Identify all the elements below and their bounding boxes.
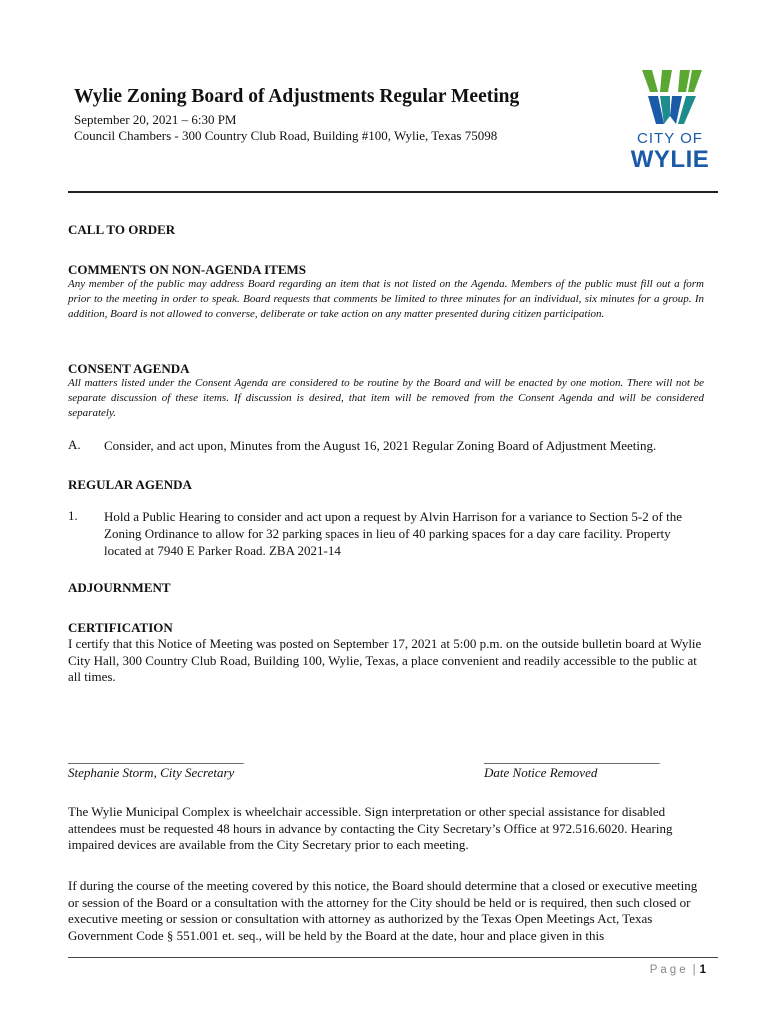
signature-label-date-removed: Date Notice Removed bbox=[484, 765, 598, 780]
consent-agenda-text: All matters listed under the Consent Agenda are considered to be routine by the Board and will be enacted by one motion. There will not be separate discussion of these items. If discussion is desired, that item will be removed from the Consent Agenda and will be considered separately. bbox=[68, 377, 704, 419]
certification-heading: CERTIFICATION bbox=[68, 620, 173, 635]
accessibility-notice: The Wylie Municipal Complex is wheelchair accessible. Sign interpretation or other special assistance for disabled attendees must be requested 48 hours in advance by contacting the City Secretary’s Office at 972.516.6020. Hearing impaired devices are available from the City Secretary prior to each meeting. bbox=[68, 804, 673, 852]
logo-line-city-of: CITY OF bbox=[637, 130, 703, 147]
signature-line-right: ___________________________ bbox=[484, 750, 660, 765]
city-of-wylie-logo bbox=[630, 68, 710, 172]
regular-agenda-heading: REGULAR AGENDA bbox=[68, 477, 192, 492]
wylie-w-icon bbox=[630, 68, 710, 130]
footer-divider bbox=[68, 957, 718, 958]
consent-agenda-heading: CONSENT AGENDA bbox=[68, 361, 190, 376]
comments-text: Any member of the public may address Board regarding an item that is not listed on the Agenda. Members of the public must fill out a form prior to the meeting in order to speak. Board requests that comments be limited to three minutes for an individual, six minutes for a group. In addition, Board is not allowed to converse, deliberate or take action on any matter presented during citizen participation. bbox=[68, 278, 704, 320]
consent-item-label: A. bbox=[68, 437, 81, 452]
adjournment-heading: ADJOURNMENT bbox=[68, 580, 171, 595]
consent-item-text: Consider, and act upon, Minutes from the August 16, 2021 Regular Zoning Board of Adjustment Meeting. bbox=[104, 438, 657, 453]
closed-session-notice: If during the course of the meeting covered by this notice, the Board should determine that a closed or executive meeting or session of the Board or a consultation with the attorney for the City should be held or is required, then such closed or executive meeting or session or consultation with attorney as authorized by the Texas Open Meetings Act, Texas Government Code § 551.001 et. seq., will be held by the Board at the date, hour and place given in this bbox=[68, 878, 698, 943]
logo-line-wylie: WYLIE bbox=[630, 146, 710, 173]
meeting-location: Council Chambers - 300 Country Club Road, Building #100, Wylie, Texas 75098 bbox=[74, 128, 498, 143]
regular-item-text: Hold a Public Hearing to consider and act upon a request by Alvin Harrison for a variance to Section 5-2 of the Zoning Ordinance to allow for 32 parking spaces in lieu of 40 parking spaces for a day care facility. Property located at 7940 E Parker Road. ZBA 2021-14 bbox=[104, 509, 682, 558]
certification-text: I certify that this Notice of Meeting was posted on September 17, 2021 at 5:00 p.m. on the outside bulletin board at Wylie City Hall, 300 Country Club Road, Building 100, Wylie, Texas, a place convenient and readily accessible to the public at all times. bbox=[68, 636, 702, 684]
call-to-order-heading: CALL TO ORDER bbox=[68, 222, 176, 237]
meeting-title: Wylie Zoning Board of Adjustments Regular Meeting bbox=[74, 86, 520, 107]
page-number: 1 bbox=[699, 964, 706, 976]
regular-item-label: 1. bbox=[68, 508, 78, 523]
page-word: Page bbox=[649, 964, 689, 976]
meeting-date: September 20, 2021 – 6:30 PM bbox=[74, 112, 237, 127]
page-separator: | bbox=[692, 964, 696, 976]
page-footer bbox=[650, 964, 706, 976]
signature-label-secretary: Stephanie Storm, City Secretary bbox=[68, 765, 235, 780]
signature-line-left: ___________________________ bbox=[68, 750, 244, 765]
comments-heading: COMMENTS ON NON-AGENDA ITEMS bbox=[68, 262, 306, 277]
header-divider bbox=[68, 191, 718, 193]
